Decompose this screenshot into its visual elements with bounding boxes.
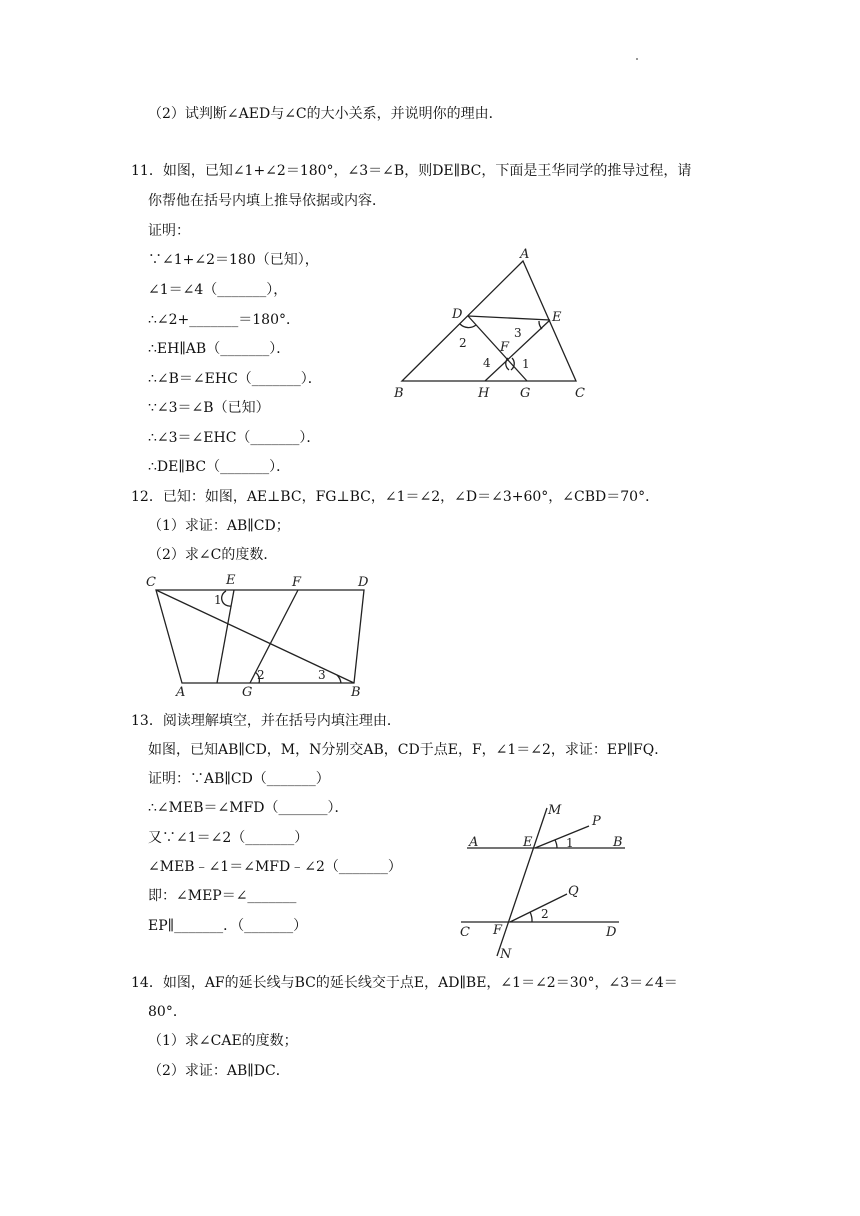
q14-part1: （1）求∠CAE的度数；: [148, 1033, 298, 1049]
q11-triangle-figure: [390, 245, 600, 405]
q11-step: ∠1＝∠4（_______），: [148, 282, 288, 298]
q12-label-D: D: [358, 575, 369, 590]
q11-proof-title: 证明：: [148, 223, 190, 239]
q11-label-E: E: [552, 310, 562, 325]
q11-step: ∴EH∥AB（_______）．: [148, 341, 291, 357]
q13-label-F: F: [493, 923, 503, 938]
q12-label-B: B: [351, 685, 361, 700]
q12-parallel-figure: [140, 570, 380, 700]
q12-angle-3: 3: [318, 668, 326, 682]
q11-label-C: C: [575, 386, 585, 401]
q13-transversal-figure: [455, 800, 635, 965]
q11-angle-3: 3: [514, 326, 522, 340]
q12-angle-2: 2: [257, 668, 265, 682]
q13-given: 如图，已知AB∥CD，M，N分别交AB，CD于点E，F，∠1＝∠2，求证：EP∥FQ．: [148, 742, 669, 758]
q11-stem-line2: 你帮他在括号内填上推导依据或内容．: [148, 193, 386, 209]
q13-step: EP∥_______．（_______）: [148, 918, 308, 934]
page-dot: [636, 58, 638, 60]
q13-label-E: E: [523, 835, 533, 850]
q11-step: ∴∠B＝∠EHC（_______）．: [148, 371, 322, 387]
q11-angle-1: 1: [522, 357, 530, 371]
q14-part2: （2）求证：AB∥DC．: [148, 1063, 290, 1079]
q13-step: 又∵∠1＝∠2（_______）: [148, 830, 309, 846]
q11-label-F: F: [500, 340, 510, 355]
q11-label-B: B: [394, 386, 404, 401]
q12-part1: （1）求证：AB∥CD；: [148, 518, 290, 534]
q11-step: ∴∠3＝∠EHC（_______）．: [148, 430, 321, 446]
q13-label-Q: Q: [568, 884, 579, 899]
q13-label-B: B: [613, 835, 623, 850]
q12-label-G: G: [242, 685, 253, 700]
q12-label-C: C: [146, 575, 156, 590]
q11-step: ∴DE∥BC（_______）．: [148, 459, 291, 475]
q11-label-A: A: [520, 247, 530, 262]
q11-step: ∵∠1+∠2＝180（已知），: [148, 252, 319, 268]
q12-angle-1: 1: [214, 593, 222, 607]
q13-step: 证明：∵AB∥CD（_______）: [148, 771, 330, 787]
q12-stem: 12．已知：如图，AE⊥BC，FG⊥BC，∠1＝∠2，∠D＝∠3+60°，∠CBD＝70°．: [131, 489, 660, 505]
q11-label-D: D: [452, 307, 463, 322]
q13-stem: 13．阅读理解填空，并在括号内填注理由．: [131, 713, 401, 729]
q13-label-A: A: [469, 835, 479, 850]
q13-label-D: D: [606, 925, 617, 940]
q11-angle-2: 2: [459, 336, 467, 350]
q12-label-F: F: [292, 575, 302, 590]
q13-step: 即：∠MEP＝∠_______: [148, 888, 297, 904]
q13-step: ∴∠MEB＝∠MFD（_______）．: [148, 800, 349, 816]
q11-label-H: H: [478, 386, 490, 401]
q11-step: ∵∠3＝∠B（已知）: [148, 400, 270, 416]
q11-label-G: G: [520, 386, 531, 401]
q10-part2: （2）试判断∠AED与∠C的大小关系，并说明你的理由．: [148, 106, 503, 122]
q13-label-P: P: [592, 814, 601, 829]
q13-label-N: N: [500, 947, 512, 962]
q13-angle-2: 2: [541, 907, 549, 921]
q13-step: ∠MEB﹣∠1＝∠MFD﹣∠2（_______）: [148, 859, 402, 875]
q12-label-A: A: [176, 685, 186, 700]
q13-label-C: C: [460, 925, 470, 940]
q14-stem-line1: 14．如图，AF的延长线与BC的延长线交于点E，AD∥BE，∠1＝∠2＝30°，∠3＝∠4＝: [131, 975, 678, 991]
q13-label-M: M: [548, 803, 562, 818]
q11-stem-line1: 11．如图，已知∠1+∠2＝180°，∠3＝∠B，则DE∥BC，下面是王华同学的推导过程，请: [131, 163, 692, 179]
q14-stem-line2: 80°．: [148, 1004, 187, 1020]
q12-part2: （2）求∠C的度数．: [148, 547, 278, 563]
q11-step: ∴∠2+_______＝180°．: [148, 312, 300, 328]
q13-angle-1: 1: [566, 836, 574, 850]
q11-angle-4: 4: [483, 356, 491, 370]
q12-label-E: E: [226, 573, 236, 588]
